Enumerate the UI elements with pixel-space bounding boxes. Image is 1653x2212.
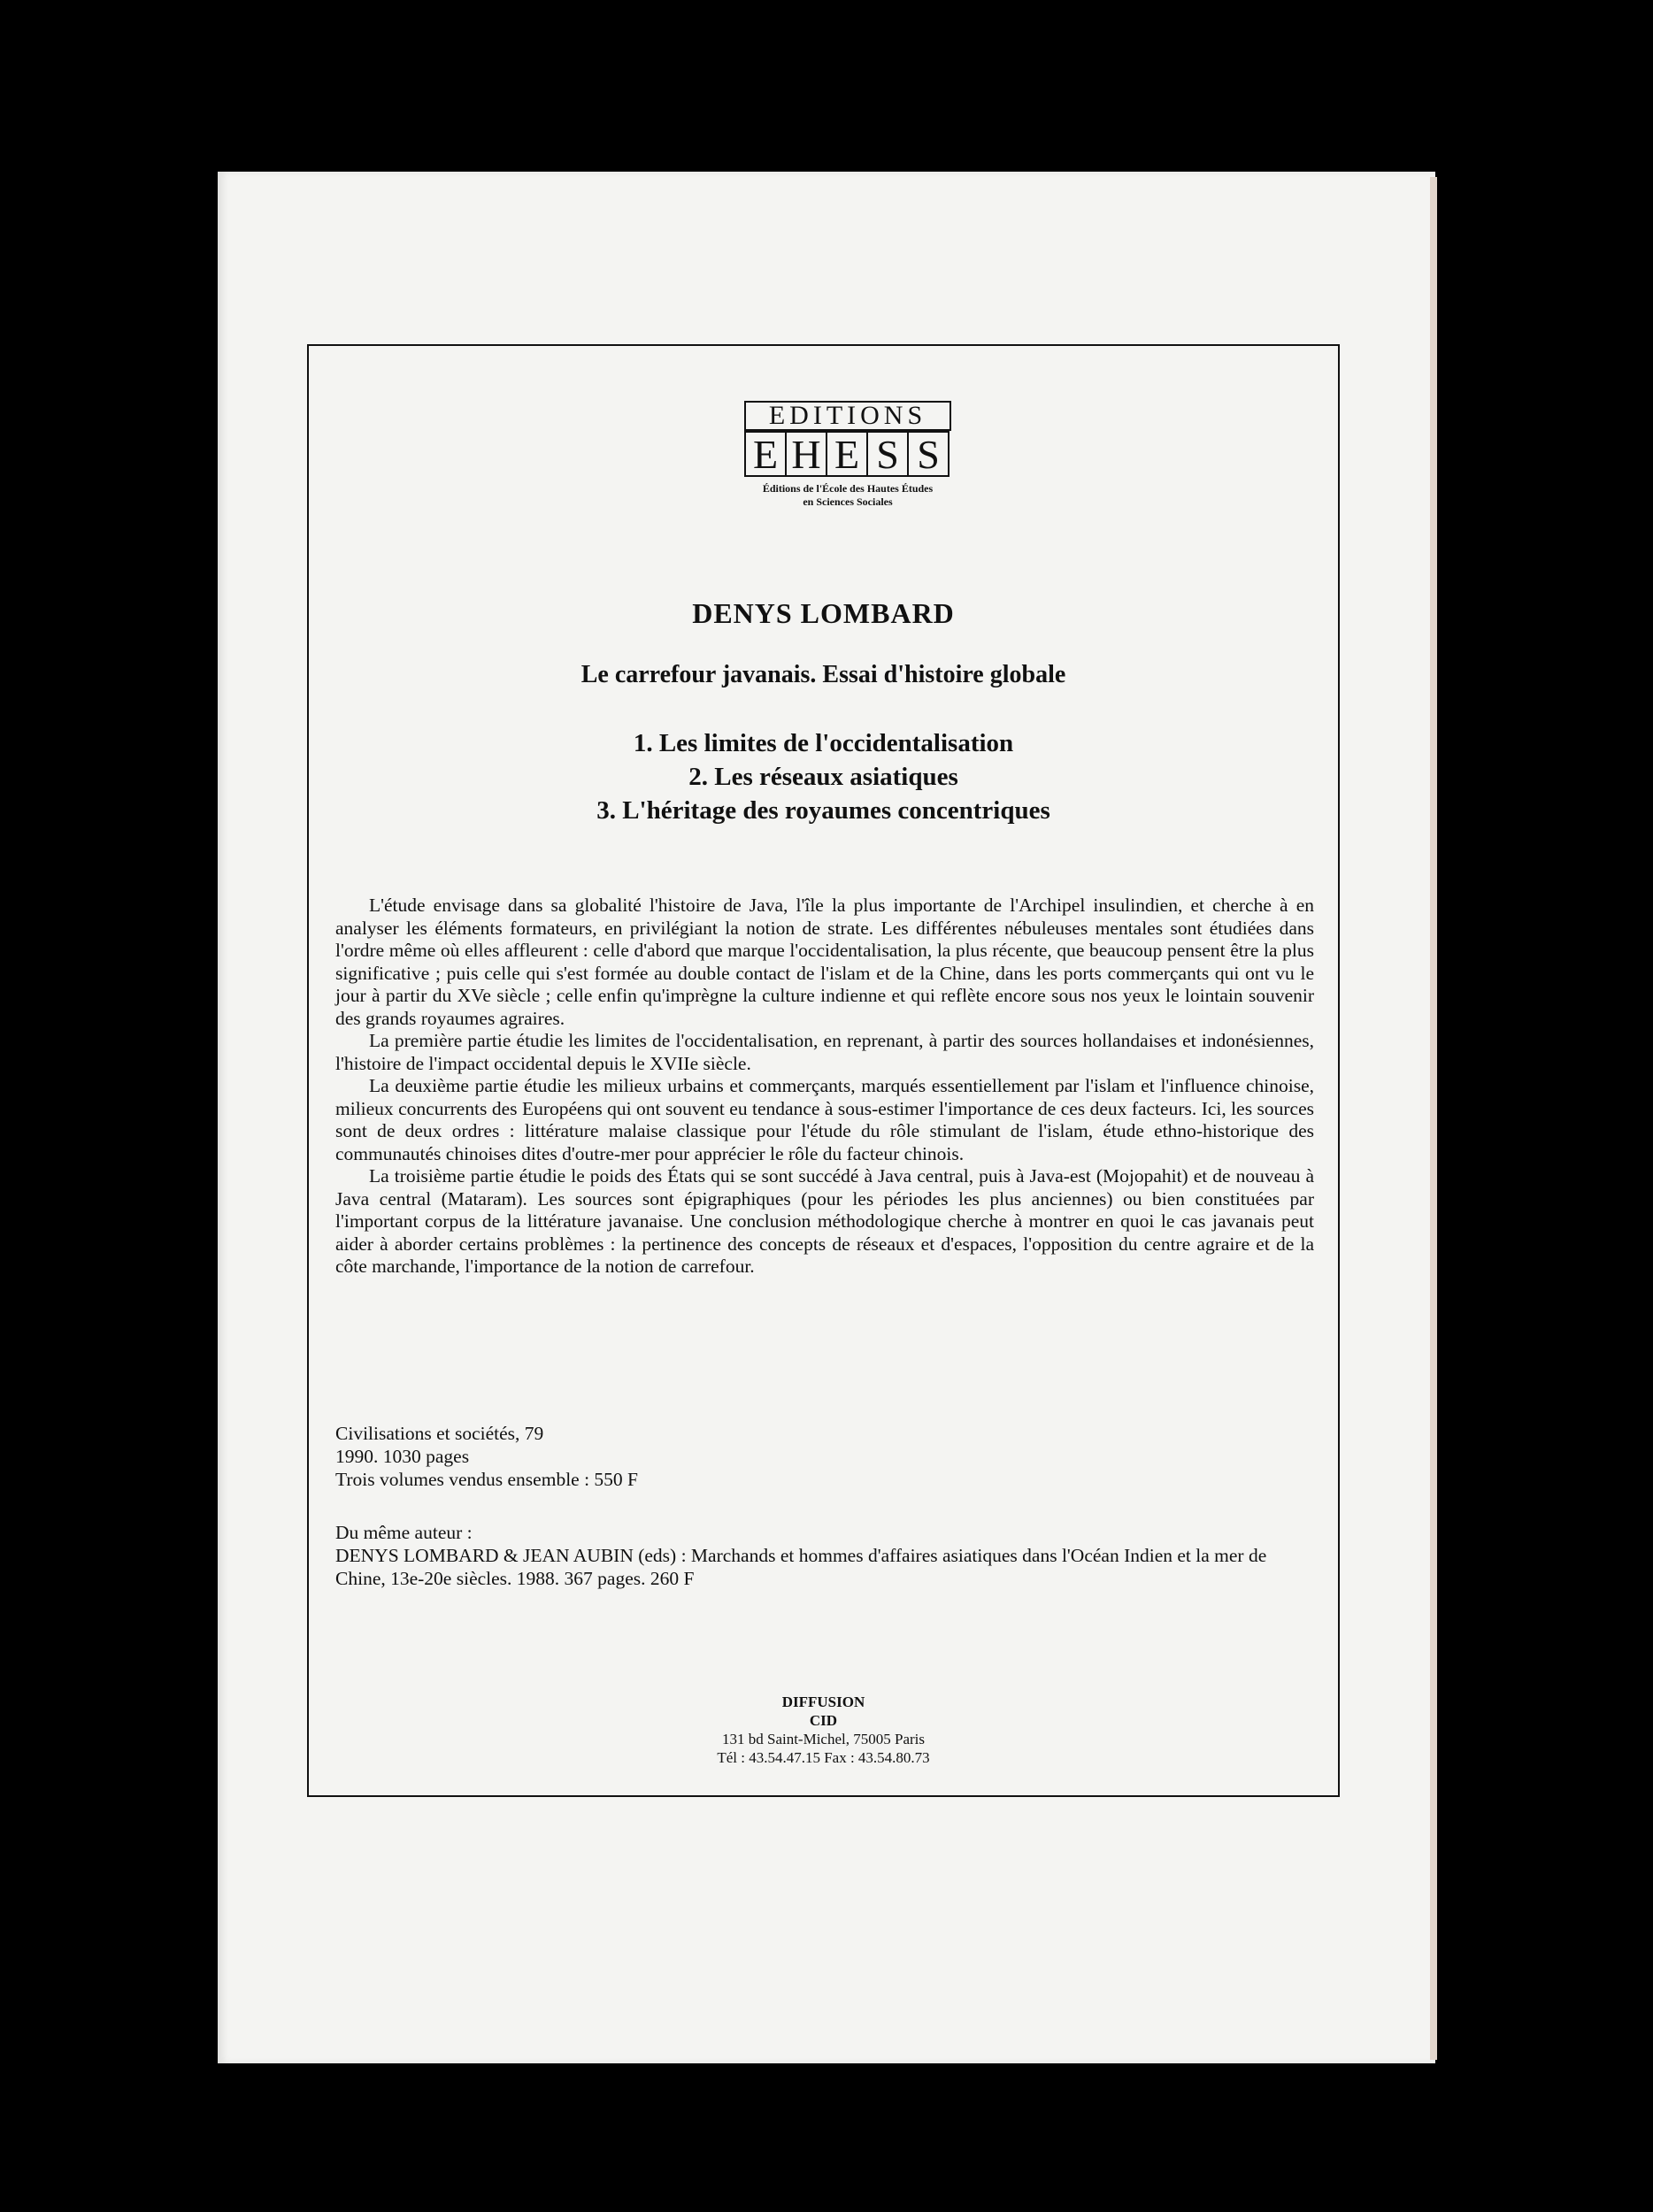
logo-letter: S — [909, 431, 950, 477]
logo-letter: E — [827, 431, 868, 477]
distributor-phone-fax: Tél : 43.54.47.15 Fax : 43.54.80.73 — [717, 1749, 930, 1766]
series-name: Civilisations et sociétés, 79 — [335, 1423, 544, 1444]
logo-subtitle-line2: en Sciences Sociales — [803, 495, 893, 508]
distributor-name: CID — [809, 1712, 838, 1729]
distribution-info — [309, 1693, 1338, 1767]
logo-letter: H — [787, 431, 827, 477]
description-paragraph: La deuxième partie étudie les milieux urbains et commerçants, marqués essentiellement par l'islam et l'influence chinoise, milieux concurrents des Européens qui ont souvent eu tendance à sous-estimer l'importance de ces deux facteurs. Ici, les sources sont de deux ordres : littérature malaise classique pour l'étude du rôle stimulant de l'islam, étude ethno-historique des communautés chinoises dites d'outre-mer pour apprécier le rôle du facteur chinois. — [335, 1075, 1314, 1164]
volume-title: 1. Les limites de l'occidentalisation — [633, 729, 1014, 757]
page-edge — [1430, 177, 1437, 2060]
cover-frame — [307, 344, 1340, 1797]
also-by-author — [335, 1521, 1314, 1590]
description-paragraph: L'étude envisage dans sa globalité l'histoire de Java, l'île la plus importante de l'Archipel insulindien, et cherche à en analyser les éléments formateurs, en privilégiant la notion de strate. Les différentes nébuleuses mentales sont étudiées dans l'ordre même où elles affleurent : celle d'abord que marque l'occidentalisation, la plus récente, que beaucoup pensent être la plus significative ; puis celle qui s'est formée au double contact de l'islam et de la Chine, dans les ports commerçants qui ont vu le jour à partir du XVe siècle ; celle enfin qu'imprègne la culture indienne et qui reflète encore sous nos yeux le lointain souvenir des grands royaumes agraires. — [335, 895, 1314, 1029]
logo-subtitle — [744, 482, 951, 509]
price: Trois volumes vendus ensemble : 550 F — [335, 1469, 639, 1490]
logo-letter: E — [746, 431, 787, 477]
publisher-logo — [744, 401, 951, 509]
description-paragraph: La troisième partie étudie le poids des États qui se sont succédé à Java central, puis à Java-est (Mojopahit) et de nouveau à Java central (Mataram). Les sources sont épigraphiques (pour les périodes les plus anciennes) ou bien constituées par l'important corpus de la littérature javanaise. Une conclusion méthodologique cherche à montrer en quoi le cas javanais peut aider à aborder certains problèmes : la pertinence des concepts de réseaux et d'espaces, l'opposition du centre agraire et de la côte marchande, l'importance de la notion de carrefour. — [335, 1165, 1314, 1277]
volume-title: 3. L'héritage des royaumes concentriques — [596, 796, 1050, 825]
logo-editions-text: EDITIONS — [744, 401, 951, 431]
also-by-entry: DENYS LOMBARD & JEAN AUBIN (eds) : Marchands et hommes d'affaires asiatiques dans l'Océan Indien et la mer de Chine, 13e-20e siècles. 1988. 367 pages. 260 F — [335, 1545, 1267, 1589]
book-title: Le carrefour javanais. Essai d'histoire globale — [580, 661, 1066, 688]
description-paragraph: La première partie étudie les limites de l'occidentalisation, en reprenant, à partir des sources hollandaises et indonésiennes, l'histoire de l'impact occidental depuis le XVIIe siècle. — [335, 1030, 1314, 1074]
diffusion-label: DIFFUSION — [781, 1694, 865, 1710]
logo-letters — [744, 431, 951, 477]
volume-title: 2. Les réseaux asiatiques — [688, 763, 958, 791]
also-by-heading: Du même auteur : — [335, 1522, 473, 1543]
logo-subtitle-line1: Éditions de l'École des Hautes Études — [762, 482, 934, 495]
publication-details — [335, 1422, 638, 1491]
volume-list — [309, 726, 1338, 827]
distributor-address: 131 bd Saint-Michel, 75005 Paris — [721, 1731, 925, 1747]
logo-letter: S — [868, 431, 909, 477]
author-name: DENYS LOMBARD — [692, 597, 955, 629]
description-text — [335, 895, 1314, 1279]
year-pages: 1990. 1030 pages — [335, 1446, 470, 1467]
